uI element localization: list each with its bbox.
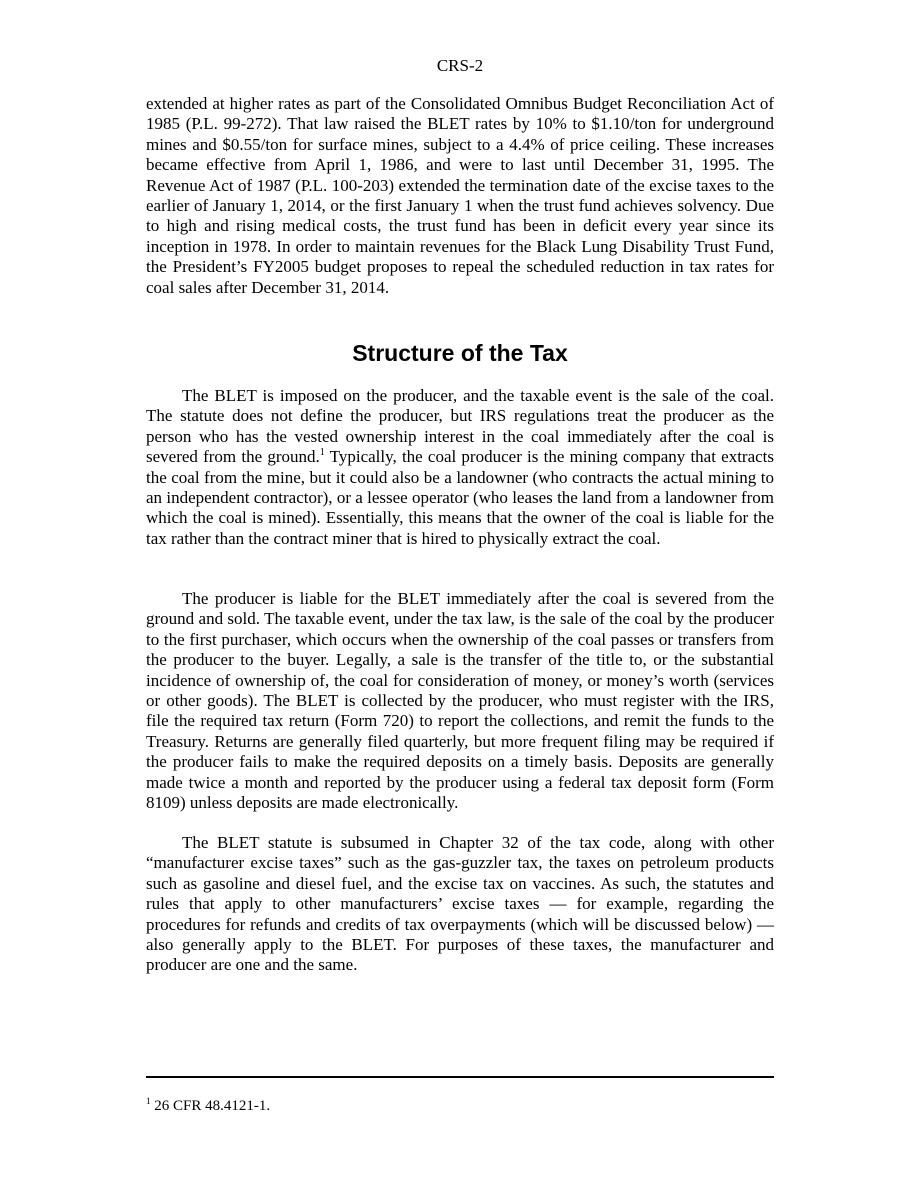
footnote [146,1097,774,1115]
paragraph-liability: The producer is liable for the BLET immediately after the coal is severed from the ground and sold. The taxable event, under the tax law, is the sale of the coal by the producer to the first purchaser, which occurs when the ownership of the coal passes or transfers from the producer to the buyer. Legally, a sale is the transfer of the title to, or the substantial incidence of ownership of, the coal for consideration of money, or money’s worth (services or other goods). The BLET is collected by the producer, who must register with the IRS, file the required tax return (Form 720) to report the collections, and remit the funds to the Treasury. Returns are generally filed quarterly, but more frequent filing may be required if the producer fails to make the required deposits on a timely basis. Deposits are generally made twice a month and reported by the producer using a federal tax deposit form (Form 8109) unless deposits are made electronically. [146,589,774,813]
footnote-number: 1 [146,1096,151,1106]
section-heading: Structure of the Tax [352,340,568,366]
paragraph-structure-intro [146,386,774,549]
footnote-reference: 1 [319,447,325,459]
page-header: CRS-2 [436,56,484,75]
paragraph-chapter-32: The BLET statute is subsumed in Chapter 32 of the tax code, along with other “manufacturer excise taxes” such as the gas-guzzler tax, the taxes on petroleum products such as gasoline and diesel fuel, and the excise tax on vaccines. As such, the statutes and rules that apply to other manufacturers’ excise taxes — for example, regarding the procedures for refunds and credits of tax overpayments (which will be discussed below) — also generally apply to the BLET. For purposes of these taxes, the manufacturer and producer are one and the same. [146,833,774,975]
paragraph-continuation: extended at higher rates as part of the Consolidated Omnibus Budget Reconciliation Act of 1985 (P.L. 99-272). That law raised the BLET rates by 10% to $1.10/ton for underground mines and $0.55/ton for surface mines, subject to a 4.4% of price ceiling. These increases became effective from April 1, 1986, and were to last until December 31, 1995. The Revenue Act of 1987 (P.L. 100-203) extended the termination date of the excise taxes to the earlier of January 1, 2014, or the first January 1 when the trust fund achieves solvency. Due to high and rising medical costs, the trust fund has been in deficit every year since its inception in 1978. In order to maintain revenues for the Black Lung Disability Trust Fund, the President’s FY2005 budget proposes to repeal the scheduled reduction in tax rates for coal sales after December 31, 2014. [146,94,774,297]
paragraph-text: Typically, the coal producer is the mining company that extracts the coal from the mine, but it could also be a landowner (who contracts the actual mining to an independent contractor), or a lessee operator (who leases the land from a landowner from which the coal is mined). Essentially, this means that the owner of the coal is liable for the tax rather than the contract miner that is hired to physically extract the coal. [146,447,775,548]
footnote-divider [146,1076,774,1078]
footnote-text: 26 CFR 48.4121-1. [150,1098,271,1114]
paragraph-text: The BLET is imposed on the producer, and the taxable event is the sale of the coal. The statute does not define the producer, but IRS regulations treat the producer as the person who has the vested ownership interest in the coal immediately after the coal is severed from the ground. [146,386,774,467]
